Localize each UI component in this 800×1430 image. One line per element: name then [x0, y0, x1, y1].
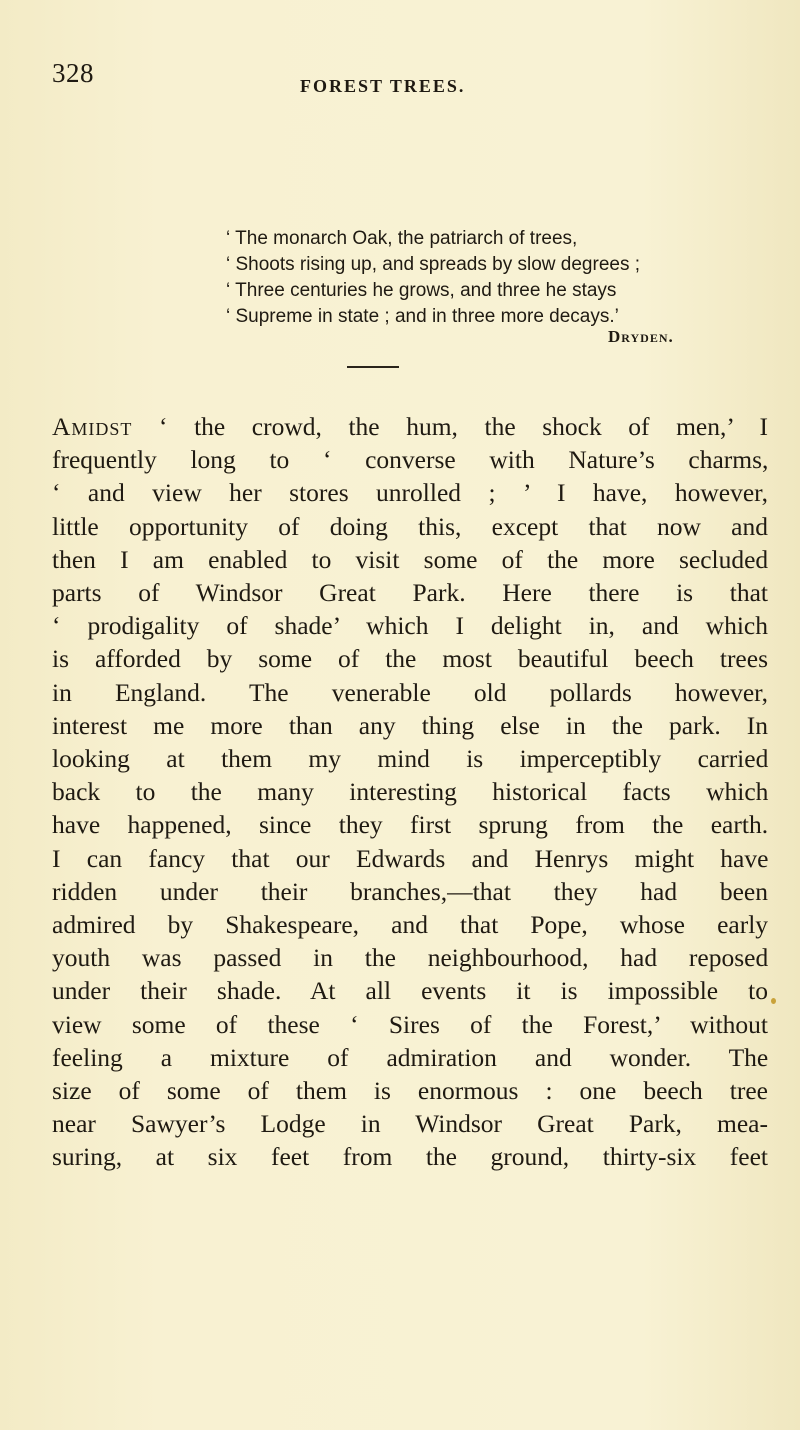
text-line: interest me more than any thing else in the park. In [52, 710, 769, 740]
opening-word: Amidst [52, 412, 133, 441]
epigraph-line: ‘ Three centuries he grows, and three he stays [226, 280, 617, 301]
text-line: have happened, since they first sprung from the earth. [52, 810, 769, 840]
text-line: size of some of them is enormous : one beech tree [52, 1076, 768, 1106]
text-line: I can fancy that our Edwards and Henrys might have [52, 843, 769, 873]
text-line: ‘ prodigality of shade’ which I delight in, and which [52, 611, 768, 641]
text-line: then I am enabled to visit some of the more secluded [52, 544, 769, 574]
text-line: is afforded by some of the most beautiful beech trees [52, 644, 768, 674]
text-line: youth was passed in the neighbourhood, had reposed [52, 943, 769, 973]
text-line: near Sawyer’s Lodge in Windsor Great Park, mea- [52, 1109, 768, 1139]
text-line [52, 410, 768, 443]
text-line: little opportunity of doing this, except that now and [52, 511, 768, 541]
text-line: under their shade. At all events it is impossible to [52, 976, 768, 1006]
body-paragraph [52, 410, 768, 1174]
text-line: view some of these ‘ Sires of the Forest,’ without [52, 1009, 768, 1039]
text-line: feeling a mixture of admiration and wonder. The [52, 1042, 769, 1072]
epigraph-line: ‘ The monarch Oak, the patriarch of trees, [226, 228, 578, 249]
running-head: FOREST TREES. [300, 76, 466, 96]
epigraph-line: ‘ Supreme in state ; and in three more decays.’ [226, 306, 619, 327]
epigraph [226, 226, 746, 330]
epigraph-line: ‘ Shoots rising up, and spreads by slow degrees ; [226, 254, 641, 275]
text-line: admired by Shakespeare, and that Pope, whose early [52, 910, 769, 940]
epigraph-attribution: Dryden. [608, 327, 674, 346]
text-line: back to the many interesting historical facts which [52, 777, 769, 807]
text-line: in England. The venerable old pollards however, [52, 677, 768, 707]
text-line-rest: ‘ the crowd, the hum, the shock of men,’ I [132, 412, 769, 441]
text-line: suring, at six feet from the ground, thirty-six feet [52, 1142, 768, 1172]
page-number: 328 [52, 58, 94, 88]
page-blemish [771, 998, 776, 1004]
text-line: looking at them my mind is imperceptibly carried [52, 744, 769, 774]
text-line: frequently long to ‘ converse with Nature’s charms, [52, 445, 769, 475]
text-line: parts of Windsor Great Park. Here there is that [52, 578, 768, 608]
text-line: ridden under their branches,—that they had been [52, 876, 768, 906]
text-line: ‘ and view her stores unrolled ; ’ I have, however, [52, 478, 768, 508]
section-divider [347, 366, 399, 368]
